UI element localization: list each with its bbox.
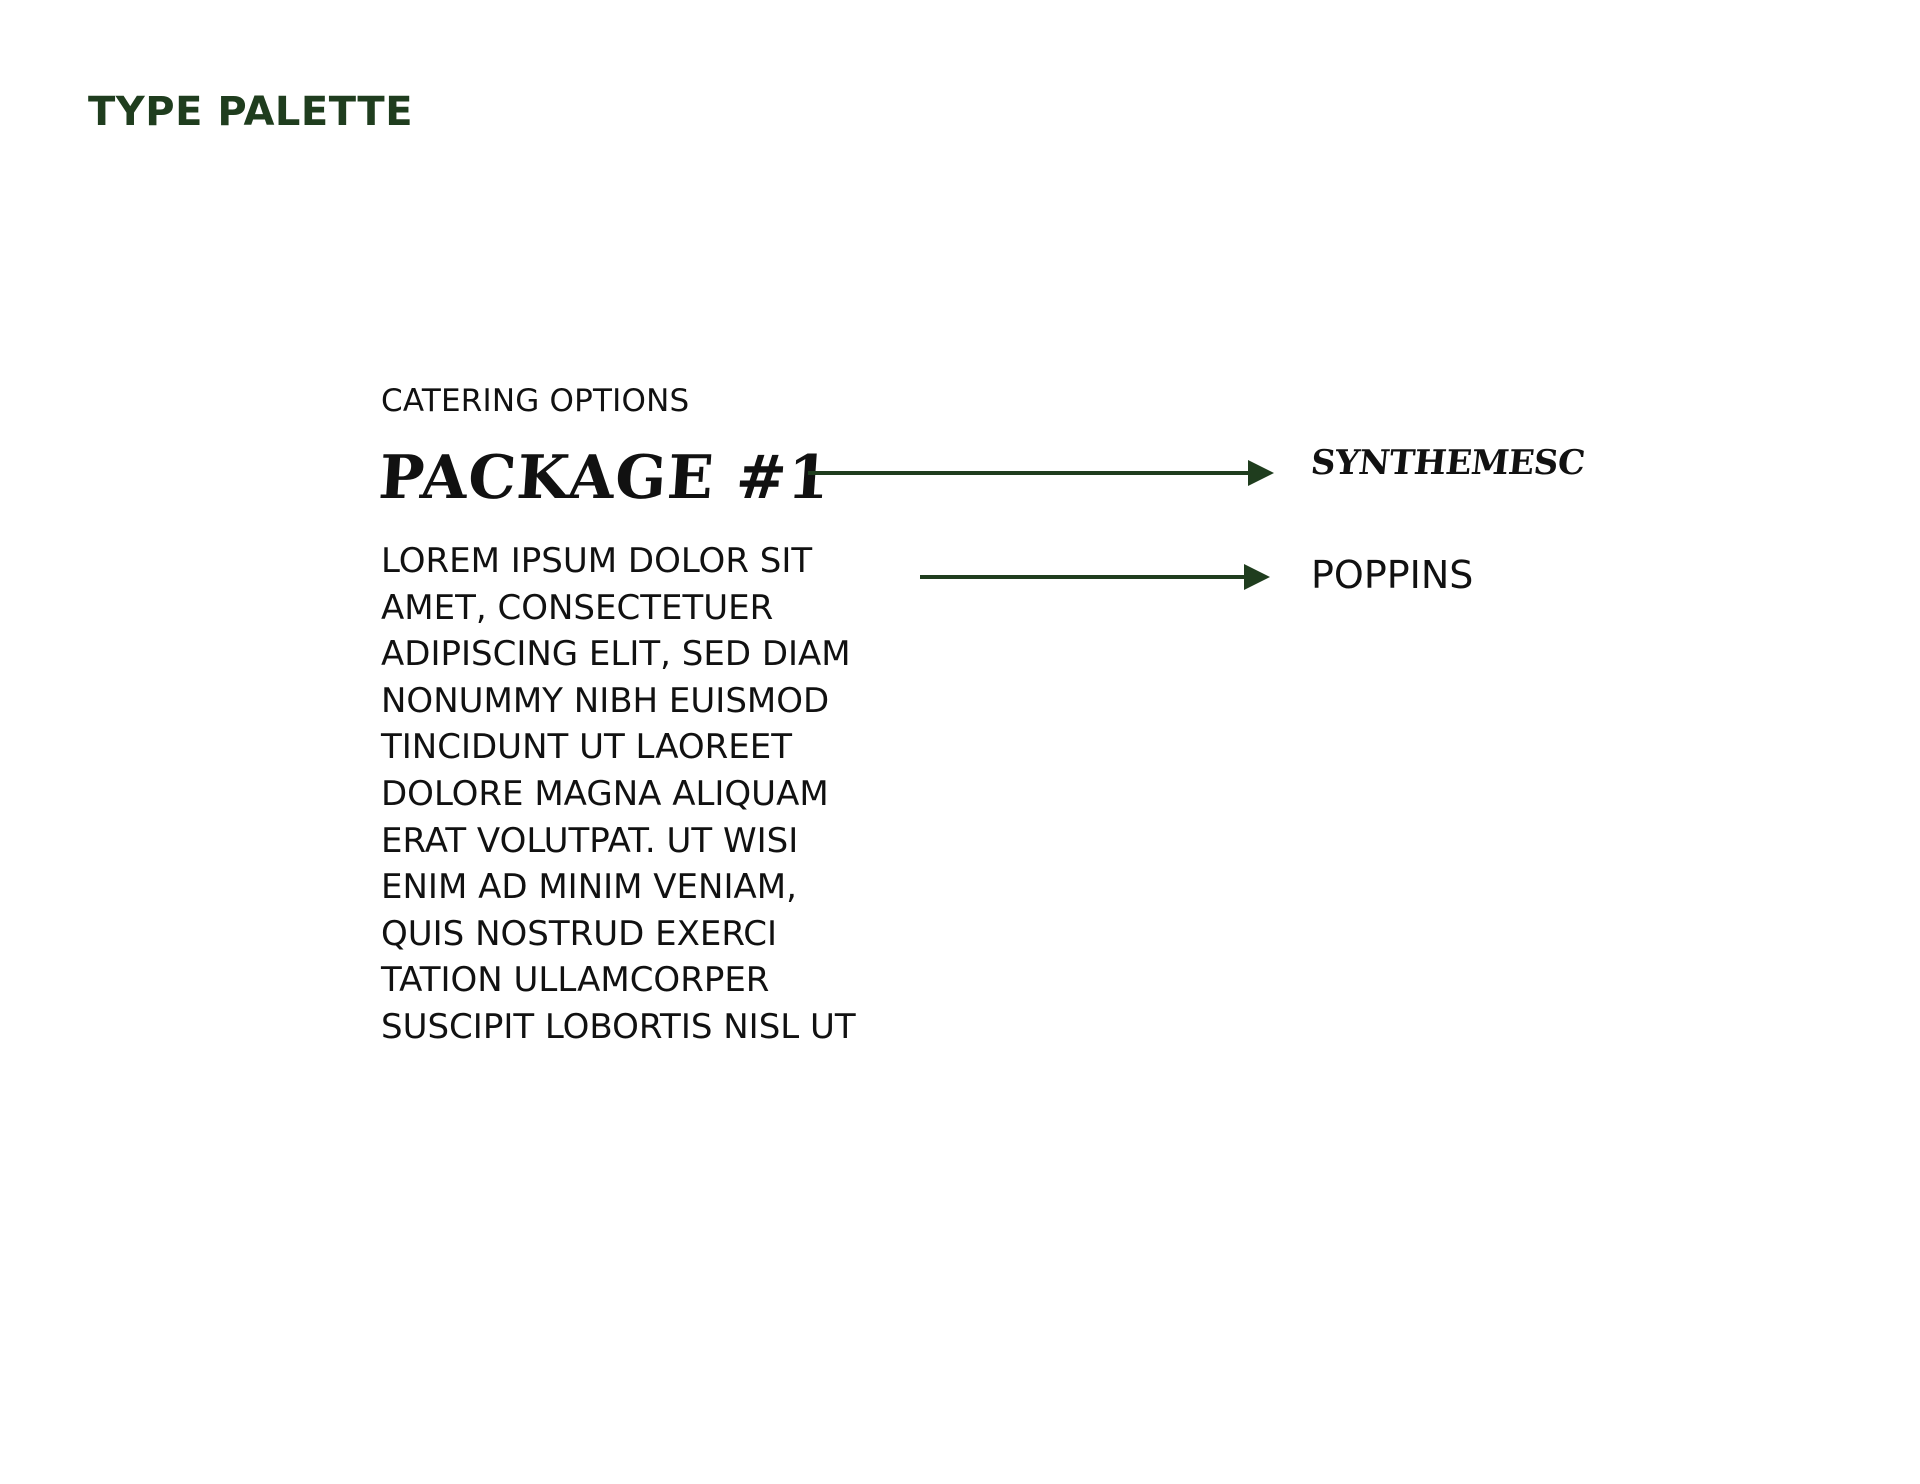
display-font-name: SYNTHEMESC [1308,443,1587,483]
body-line: LOREM IPSUM DOLOR SIT [381,541,813,581]
sample-eyebrow: CATERING OPTIONS [381,383,690,419]
body-font-name: POPPINS [1311,553,1474,597]
body-line: SUSCIPIT LOBORTIS NISL UT [381,1006,856,1047]
body-line: NONUMMY NIBH EUISMOD [381,680,830,721]
sample-body-copy [381,538,941,1051]
arrow-right-icon [808,457,1274,489]
sample-headline: PACKAGE #1 [376,443,833,513]
body-line: ADIPISCING ELIT, SED DIAM [381,634,851,675]
body-line: TATION ULLAMCORPER [381,960,770,1001]
body-line: ERAT VOLUTPAT. UT WISI [381,820,799,861]
body-line: TINCIDUNT UT LAOREET [381,727,793,768]
body-line: QUIS NOSTRUD EXERCI [381,913,778,954]
body-line: DOLORE MAGNA ALIQUAM [381,773,829,814]
arrow-right-icon [920,561,1270,593]
body-line: ENIM AD MINIM VENIAM, [381,867,797,908]
page-title: TYPE PALETTE [88,89,414,135]
body-line: AMET, CONSECTETUER [381,587,774,628]
